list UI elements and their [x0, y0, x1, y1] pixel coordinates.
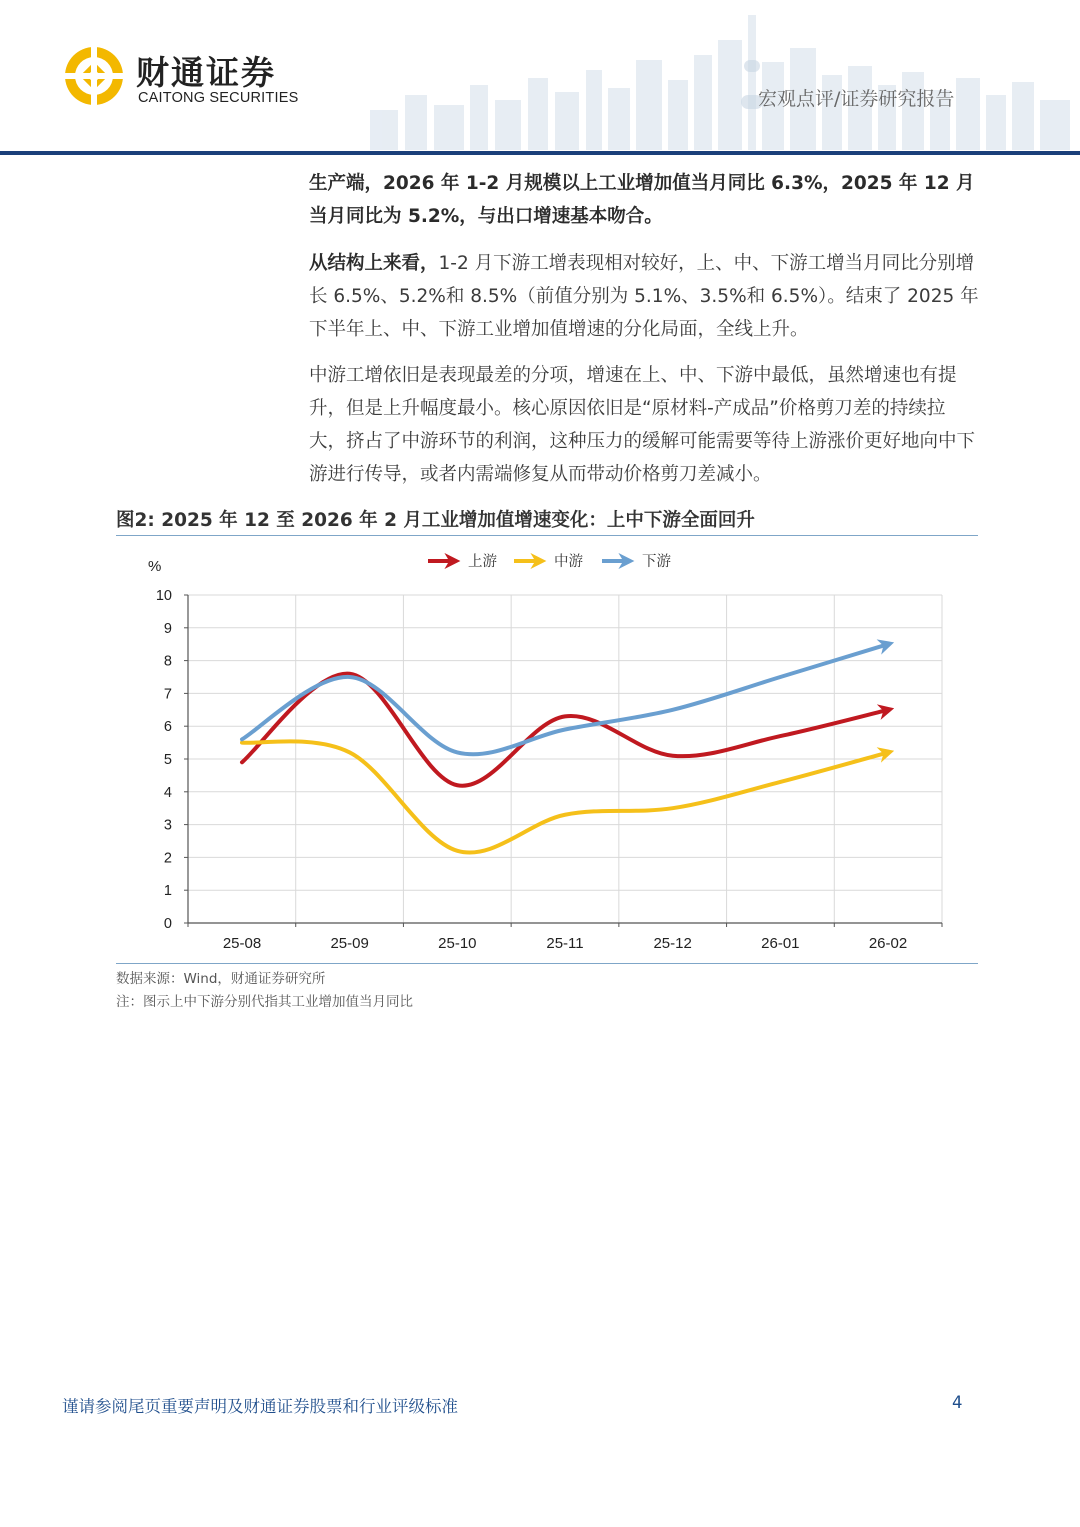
logo-english-name: CAITONG SECURITIES	[138, 90, 299, 106]
y-tick-label: 6	[163, 719, 172, 736]
legend-label: 中游	[554, 554, 583, 570]
figure-top-rule	[116, 535, 978, 536]
figure-title: 图2: 2025 年 12 至 2026 年 2 月工业增加值增速变化：上中下游全面回升	[116, 510, 755, 531]
chart-footnote: 注：图示上中下游分别代指其工业增加值当月同比	[116, 994, 413, 1010]
paragraph-midstream: 中游工增依旧是表现最差的分项，增速在上、中、下游中最低，虽然增速也有提升，但是上升幅度最小。核心原因依旧是“原材料-产成品”价格剪刀差的持续拉大，挤占了中游环节的利润，这种压力的缓解可能需要等待上游涨价更好地向中下游进行传导，或者内需端修复从而带动价格剪刀差减小。	[309, 365, 976, 485]
logo-chinese-name: 财通证券	[136, 53, 276, 92]
x-tick-label: 25-10	[438, 935, 477, 952]
paragraph-structure-body: 1-2 月下游工增表现相对较好，上、中、下游工增当月同比分别增长 6.5%、5.2%和 8.5%（前值分别为 5.1%、3.5%和 6.5%）。结束了 2025 年下半年上、中、下游工业增加值增速的分化局面，全线上升。	[309, 253, 979, 340]
y-tick-label: 1	[163, 883, 172, 900]
footer-disclaimer: 谨请参阅尾页重要声明及财通证券股票和行业评级标准	[62, 1397, 458, 1416]
y-tick-label: 10	[155, 588, 172, 604]
y-tick-label: 0	[163, 916, 172, 932]
y-tick-label: 3	[163, 817, 172, 834]
series-line-2	[242, 741, 888, 852]
city-skyline-illustration	[330, 0, 1080, 150]
paragraph-structure	[309, 247, 981, 346]
x-tick-label: 25-11	[546, 935, 584, 952]
caitong-logo-icon	[62, 44, 126, 108]
industrial-growth-line-chart	[116, 540, 978, 960]
y-tick-label: 8	[163, 653, 172, 670]
y-tick-label: 7	[163, 686, 172, 703]
paragraph-structure-lead: 从结构上来看，	[309, 253, 439, 274]
page-number: 4	[952, 1393, 963, 1412]
legend-label: 上游	[468, 554, 497, 570]
page-header	[0, 0, 1080, 156]
figure-bottom-rule	[116, 963, 978, 964]
x-tick-label: 25-08	[222, 935, 262, 952]
legend-label: 下游	[642, 554, 671, 570]
y-tick-label: 2	[163, 850, 172, 867]
report-type-label: 宏观点评/证券研究报告	[758, 88, 955, 110]
x-tick-label: 26-01	[761, 935, 800, 952]
y-tick-label: 5	[163, 752, 172, 768]
x-tick-label: 26-02	[868, 935, 908, 952]
y-axis-unit-label: %	[148, 558, 162, 575]
data-source-note: 数据来源：Wind，财通证券研究所	[116, 971, 326, 987]
x-tick-label: 25-09	[330, 935, 369, 952]
header-divider	[0, 151, 1080, 155]
x-tick-label: 25-12	[653, 935, 692, 952]
y-tick-label: 4	[163, 784, 172, 801]
y-tick-label: 9	[163, 620, 172, 637]
paragraph-production: 生产端，2026 年 1-2 月规模以上工业增加值当月同比 6.3%，2025 年 12 月当月同比为 5.2%，与出口增速基本吻合。	[309, 173, 975, 227]
